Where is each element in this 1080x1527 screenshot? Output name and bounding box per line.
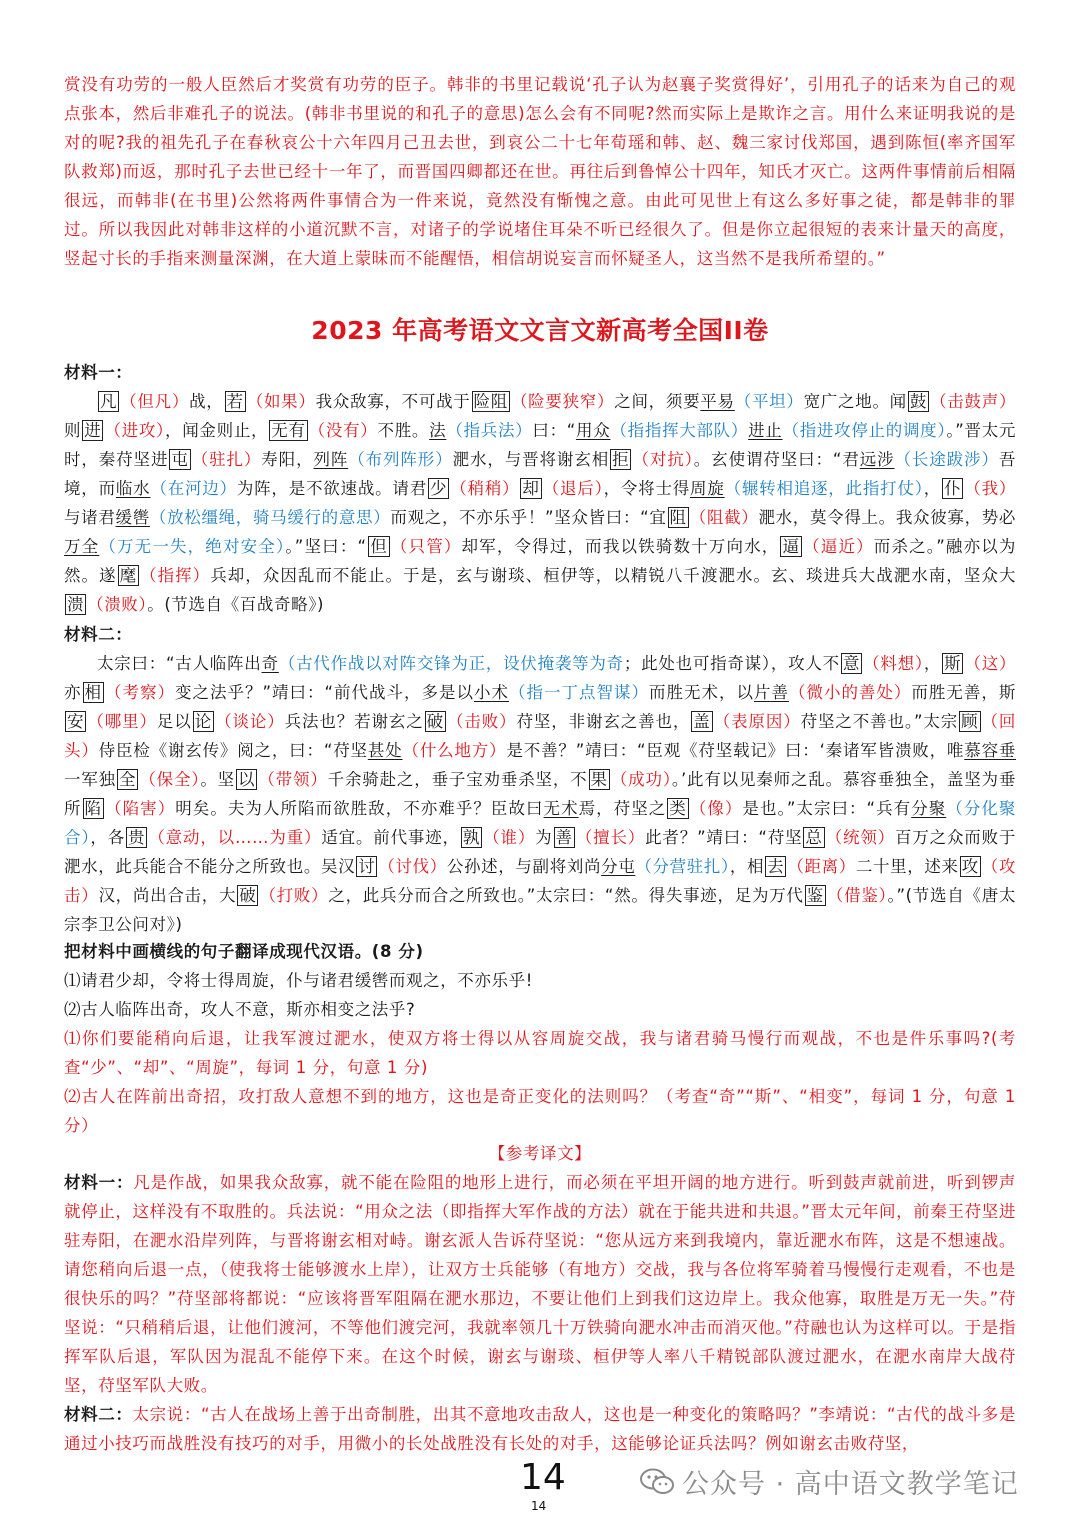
- blue-gloss: （指兵法）: [446, 421, 533, 440]
- red-gloss: （这）: [964, 654, 1017, 673]
- red-gloss: （只管）: [390, 537, 462, 556]
- red-gloss: （没有）: [308, 421, 378, 440]
- text-run: 为阵，是不欲速战。请君: [236, 479, 427, 498]
- boxed-word: 麾: [119, 566, 138, 585]
- text-run: ，: [923, 479, 942, 498]
- red-gloss: （驻扎）: [191, 450, 262, 469]
- underlined-word: 分聚: [911, 799, 947, 818]
- text-run: ，闻金则止，: [165, 421, 269, 440]
- red-gloss: （距离）: [787, 857, 856, 876]
- underlined-word: 无术: [543, 799, 579, 818]
- red-gloss: （什么地方）: [402, 741, 507, 760]
- boxed-word: 全: [118, 770, 137, 789]
- reference-translation: [64, 1139, 1016, 1458]
- wechat-icon: [640, 1468, 674, 1496]
- boxed-word: 拒: [612, 450, 630, 469]
- blue-gloss: （分营驻扎）: [635, 857, 730, 876]
- red-gloss: （成功）: [610, 770, 672, 789]
- text-run: 公孙述，与副将刘尚: [446, 857, 602, 876]
- underlined-word: 小术: [474, 683, 509, 702]
- underlined-word: 列阵: [313, 450, 349, 469]
- red-gloss: （我）: [964, 479, 1017, 498]
- boxed-word: 顾: [961, 712, 979, 731]
- underlined-word: 用众: [575, 421, 611, 440]
- boxed-word: 讨: [358, 857, 376, 876]
- text-run: 而杀之。”融亦以为然。遂: [64, 537, 1016, 585]
- underlined-word: 分屯: [601, 857, 636, 876]
- red-gloss: （溃败）: [87, 595, 148, 614]
- underlined-word: 临水: [115, 479, 151, 498]
- boxed-word: 凡: [100, 392, 118, 411]
- boxed-word: 逼: [782, 537, 801, 556]
- text-run: 亦: [64, 683, 82, 702]
- material-two: [64, 620, 1016, 939]
- text-run: 则: [64, 421, 82, 440]
- red-gloss: （阻截）: [689, 508, 759, 527]
- red-gloss: （谁）: [483, 828, 536, 847]
- material-one-text: [64, 387, 1016, 619]
- red-gloss: （退后）: [542, 479, 604, 498]
- text-run: 与诸君: [64, 508, 116, 527]
- text-run: 。坚: [200, 770, 236, 789]
- boxed-word: 阻: [669, 508, 687, 527]
- underlined-word: 平易: [700, 392, 735, 411]
- boxed-word: 险阻: [473, 392, 508, 411]
- red-gloss: （考察）: [105, 683, 175, 702]
- text-run: ，各: [90, 828, 126, 847]
- red-gloss: （打败）: [259, 886, 329, 905]
- text-run: 二十里，述来: [855, 857, 959, 876]
- boxed-word: 少: [429, 479, 448, 498]
- boxed-word: 相: [84, 683, 102, 702]
- boxed-word: 善: [555, 828, 573, 847]
- red-gloss: （稍稍）: [450, 479, 520, 498]
- red-gloss: （统领）: [825, 828, 895, 847]
- boxed-word: 孰: [462, 828, 481, 847]
- text-run: 侍臣检《谢玄传》阅之，曰：“苻坚: [98, 741, 368, 760]
- blue-gloss: （指一丁点智谋）: [509, 683, 649, 702]
- blue-gloss: （万无一失，绝对安全）: [99, 537, 286, 556]
- red-gloss: （料想）: [863, 654, 924, 673]
- underlined-word: 进止: [748, 421, 783, 440]
- material-one: [64, 358, 1016, 619]
- text-run: 淝水，莫令得上。我众彼寡，势必: [758, 508, 1017, 527]
- text-run: 之，此兵分而合之所致也。”太宗曰：“然。得失事迹，足为万代: [328, 886, 804, 905]
- text-run: 一军独: [64, 770, 116, 789]
- boxed-word: 斯: [944, 654, 962, 673]
- text-run: 。”坚曰：“: [285, 537, 367, 556]
- text-run: 而胜无善，斯: [911, 683, 1016, 702]
- boxed-word: 溃: [67, 595, 85, 614]
- material-one-label: 材料一：: [64, 363, 133, 382]
- text-run: 苻坚之不善也。”太宗: [800, 712, 959, 731]
- underlined-word: 甚处: [367, 741, 403, 760]
- translation-one: [64, 1168, 1016, 1400]
- text-run: 汉，尚出合击，大: [98, 886, 237, 905]
- answer-item-2: ⑵古人在阵前出奇招，攻打敌人意想不到的地方，这也是奇正变化的法则吗？（考查“奇”“斯”、“相变”，每词 1 分，句意 1 分）: [64, 1087, 1016, 1135]
- reference-title: 【参考译文】: [488, 1144, 592, 1163]
- text-run: 适宜。前代事迹，: [321, 828, 460, 847]
- red-gloss: （如果）: [246, 392, 316, 411]
- red-gloss: （对抗）: [632, 450, 694, 469]
- answer-item-1: ⑴你们要能稍向后退，让我军渡过淝水，使双方将士得以从容周旋交战，我与诸君骑马慢行而观战，不也是件乐事吗?(考查“少”、“却”、“周旋”，每词 1 分，句意 1 分): [64, 1029, 1016, 1077]
- underlined-word: 缓辔: [115, 508, 150, 527]
- boxed-word: 进: [84, 421, 102, 440]
- red-gloss: （哪里）: [87, 712, 157, 731]
- text-run: 太宗曰：“古人临阵出: [97, 654, 262, 673]
- boxed-word: 贵: [128, 828, 146, 847]
- previous-translation-text: 赏没有功劳的一般人臣然后才奖赏有功劳的臣子。韩非的书里记载说‘孔子认为赵襄子奖赏得好’，引用孔子的话来为自己的观点张本，然后非难孔子的说法。(韩非书里说的和孔子的意思)怎么会有不同呢?然而实际上是欺诈之言。用什么来证明我说的是对的呢?我的祖先孔子在春秋哀公十六年四月己丑去世，到哀公二十七年荀瑶和韩、赵、魏三家讨伐郑国，遇到陈恒(率齐国军队救郑)而返，那时孔子去世已经十一年了，而晋国四卿都还在世。再往后到鲁悼公十四年，知氏才灭亡。这两件事情前后相隔很远，而韩非(在书里)公然将两件事情合为一件来说，竟然没有惭愧之意。由此可见世上有这么多好事之徒，都是韩非的罪过。所以我因此对韩非这样的小道沉默不言，对诸子的学说堵住耳朵不听已经很久了。但是你立起很短的表来计量天的高度，竖起寸长的手指来测量深渊，在大道上蒙昧而不能醒悟，相信胡说妄言而怀疑圣人，这当然不是我所希望的。”: [64, 75, 1016, 268]
- boxed-word: 却: [522, 479, 540, 498]
- boxed-word: 鼓: [909, 392, 928, 411]
- text-run: ；此处也可指奇谋）: [623, 654, 771, 673]
- text-run: 变之法乎？”靖曰：“前代战斗，多是以: [174, 683, 474, 702]
- boxed-word: 破: [426, 712, 444, 731]
- blue-gloss: （长途跋涉）: [894, 450, 999, 469]
- question-block: [64, 937, 1016, 1140]
- boxed-word: 鉴: [806, 886, 824, 905]
- text-run: 千余骑赴之，垂子宝劝垂杀坚，不: [327, 770, 588, 789]
- boxed-word: 但: [369, 537, 388, 556]
- boxed-word: 破: [239, 886, 257, 905]
- text-run: ，攻人不: [770, 654, 840, 673]
- watermark-text: 公众号 · 高中语文教学笔记: [682, 1469, 1019, 1500]
- page-number-small: 14: [531, 1499, 547, 1513]
- material-two-label: 材料二：: [64, 625, 133, 644]
- text-run: 百万之众而败于淝水，此兵能合不能分之所致也。吴汉: [64, 828, 1017, 876]
- boxed-word: 攻: [961, 857, 979, 876]
- text-run: 。(节选自《百战奇略》): [147, 595, 325, 614]
- text-run: 兵法也？若谢玄之: [284, 712, 424, 731]
- text-run: 宽广之地。闻: [803, 392, 907, 411]
- red-gloss: （回头）: [64, 712, 1017, 760]
- boxed-word: 盖: [693, 712, 711, 731]
- boxed-word: 若: [226, 392, 244, 411]
- boxed-word: 果: [590, 770, 608, 789]
- text-run: 是不善？”靖曰：“臣观《苻坚载记》曰：‘秦诸军皆溃败，唯: [506, 741, 965, 760]
- text-run: ，相: [729, 857, 765, 876]
- blue-gloss: （辗转相追逐，此指打仗）: [724, 479, 924, 498]
- text-run: 。”(节选自《唐太宗李卫公问对》): [64, 886, 1017, 934]
- red-gloss: （谈论）: [215, 712, 285, 731]
- blue-gloss: （指进攻停止的调度）: [782, 421, 947, 440]
- text-run: 焉，苻坚之: [578, 799, 667, 818]
- blue-gloss: （分化聚合）: [64, 799, 1017, 847]
- question-prompt: 把材料中画横线的句子翻译成现代汉语。(8 分): [64, 942, 424, 961]
- underlined-word: 片善: [753, 683, 789, 702]
- red-gloss: （击败）: [447, 712, 517, 731]
- text-run: 却军，令得过，而我以铁骑数十万向水，: [461, 537, 780, 556]
- red-gloss: （讨伐）: [378, 857, 447, 876]
- text-run: 。”晋太元时，秦苻坚进: [64, 421, 1017, 469]
- text-run: 而观之，不亦乐乎！”坚众皆曰：“宜: [390, 508, 667, 527]
- question-item-1: ⑴请君少却，令将士得周旋，仆与诸君缓辔而观之，不亦乐乎!: [64, 971, 533, 990]
- red-gloss: （击鼓声）: [930, 392, 1017, 411]
- text-run: ，令将士得: [603, 479, 691, 498]
- boxed-word: 安: [67, 712, 85, 731]
- red-gloss: （借鉴）: [826, 886, 888, 905]
- blue-gloss: （布列阵形）: [348, 450, 453, 469]
- translation-one-label: 材料一：: [64, 1173, 134, 1192]
- translation-two-label: 材料二：: [64, 1405, 133, 1424]
- red-gloss: （逼近）: [803, 537, 874, 556]
- text-run: 我众敌寡，不可战于: [315, 392, 471, 411]
- text-run: 。’此有以见秦师之乱。慕容垂独全，盖坚为垂所: [64, 770, 1016, 818]
- page-number: 14: [520, 1457, 566, 1498]
- boxed-word: 论: [194, 712, 213, 731]
- text-run: 吾境，而: [64, 450, 1016, 498]
- text-run: 此者？”靖曰：“苻坚: [645, 828, 803, 847]
- red-gloss: （表原因）: [713, 712, 801, 731]
- translation-two-text: 太宗说：“古人在战场上善于出奇制胜，出其不意地攻击敌人，这也是一种变化的策略吗？”李靖说：“古代的战斗多是通过小技巧而战胜没有技巧的对手，用微小的长处战胜没有长处的对手，这能够论证兵法吗？例如谢玄击败苻坚，: [64, 1405, 1016, 1453]
- text-run: 寿阳，: [261, 450, 314, 469]
- watermark: [640, 1462, 1019, 1501]
- text-run: 曰：“: [532, 421, 576, 440]
- text-run: 淝水，与晋将谢玄相: [452, 450, 610, 469]
- underlined-word: 周旋: [690, 479, 725, 498]
- translation-two: [64, 1400, 1016, 1458]
- red-gloss: （保全）: [139, 770, 201, 789]
- text-run: 之间，须要: [614, 392, 701, 411]
- red-gloss: （进攻）: [104, 421, 166, 440]
- boxed-word: 以: [238, 770, 256, 789]
- text-run: 不胜。: [377, 421, 430, 440]
- text-run: ，: [923, 654, 942, 673]
- boxed-word: 意: [842, 654, 861, 673]
- blue-gloss: （在河边）: [150, 479, 237, 498]
- red-gloss: （擅长）: [575, 828, 646, 847]
- text-run: 是也。”太宗曰：“兵有: [742, 799, 912, 818]
- blue-gloss: （指指挥大部队）: [610, 421, 749, 440]
- underlined-word: 法: [429, 421, 447, 440]
- red-gloss: （陷害）: [105, 799, 176, 818]
- blue-gloss: （平坦）: [734, 392, 804, 411]
- boxed-word: 陷: [84, 799, 103, 818]
- underlined-word: 慕容垂: [964, 741, 1017, 760]
- red-gloss: （带领）: [258, 770, 328, 789]
- boxed-word: 屯: [171, 450, 189, 469]
- boxed-word: 仆: [944, 479, 962, 498]
- red-gloss: （指挥）: [140, 566, 211, 585]
- question-item-2: ⑵古人临阵出奇，攻人不意，斯亦相变之法乎?: [64, 1000, 416, 1019]
- red-gloss: （险要狭窄）: [510, 392, 615, 411]
- translation-one-text: 凡是作战，如果我众敌寡，就不能在险阻的地形上进行，而必须在平坦开阔的地方进行。听到鼓声就前进，听到锣声就停止，这样没有不取胜的。兵法说：“用众之法（即指挥大军作战的方法）就在于能共进和共退。”晋太元年间，前秦王苻坚进驻寿阳，在淝水沿岸列阵，与晋将谢玄相对峙。谢玄派人告诉苻坚说：“您从远方来到我境内，靠近淝水布阵，这是不想速战。请您稍向后退一点，（使我将士能够渡水上岸），让双方士兵能够（有地方）交战，我与各位将军骑着马慢慢行走观看，不也是很快乐的吗？”苻坚部将都说：“应该将晋军阻隔在淝水那边，不要让他们上到我们这边岸上。我众他寡，取胜是万无一失。”苻坚说：“只稍稍后退，让他们渡河，不等他们渡完河，我就率领几十万铁骑向淝水冲击而消灭他。”苻融也认为这样可以。于是指挥军队后退，军队因为混乱不能停下来。在这个时候，谢玄与谢琰、桓伊等人率八千精锐部队渡过淝水，在淝水南岸大战苻坚，苻坚军队大败。: [64, 1173, 1016, 1395]
- blue-gloss: （放松缰绳，骑马缓行的意思）: [149, 508, 391, 527]
- material-two-text: [64, 649, 1016, 939]
- underlined-word: 奇: [261, 654, 279, 673]
- boxed-word: 去: [767, 857, 785, 876]
- text-run: 战，: [189, 392, 224, 411]
- text-run: 。玄使谓苻坚曰：“君: [693, 450, 860, 469]
- red-gloss: （意动，以……为重）: [148, 828, 322, 847]
- boxed-word: 类: [669, 799, 687, 818]
- red-gloss: （但凡）: [120, 392, 190, 411]
- red-gloss: （微小的善处）: [788, 683, 912, 702]
- blue-gloss: （古代作战以对阵交锋为正，设伏掩袭等为奇: [278, 654, 624, 673]
- red-gloss: （像）: [689, 799, 743, 818]
- text-run: 足以: [156, 712, 192, 731]
- text-run: 明矣。夫为人所陷而欲胜敌，不亦难乎？臣故曰: [175, 799, 544, 818]
- boxed-word: 总: [805, 828, 823, 847]
- underlined-word: 万全: [64, 537, 100, 556]
- text-run: 为: [535, 828, 553, 847]
- text-run: 兵却，众因乱而不能止。于是，玄与谢琰、桓伊等，以精锐八千渡淝水。玄、琰进兵大战淝水南，坚众大: [210, 566, 1016, 585]
- red-gloss: （攻击）: [64, 857, 1017, 905]
- text-run: 而胜无术，以: [648, 683, 754, 702]
- underlined-word: 远涉: [859, 450, 895, 469]
- section-title: 2023 年高考语文文言文新高考全国II卷: [311, 316, 769, 345]
- text-run: 苻坚，非谢玄之善也，: [516, 712, 691, 731]
- boxed-word: 无有: [271, 421, 306, 440]
